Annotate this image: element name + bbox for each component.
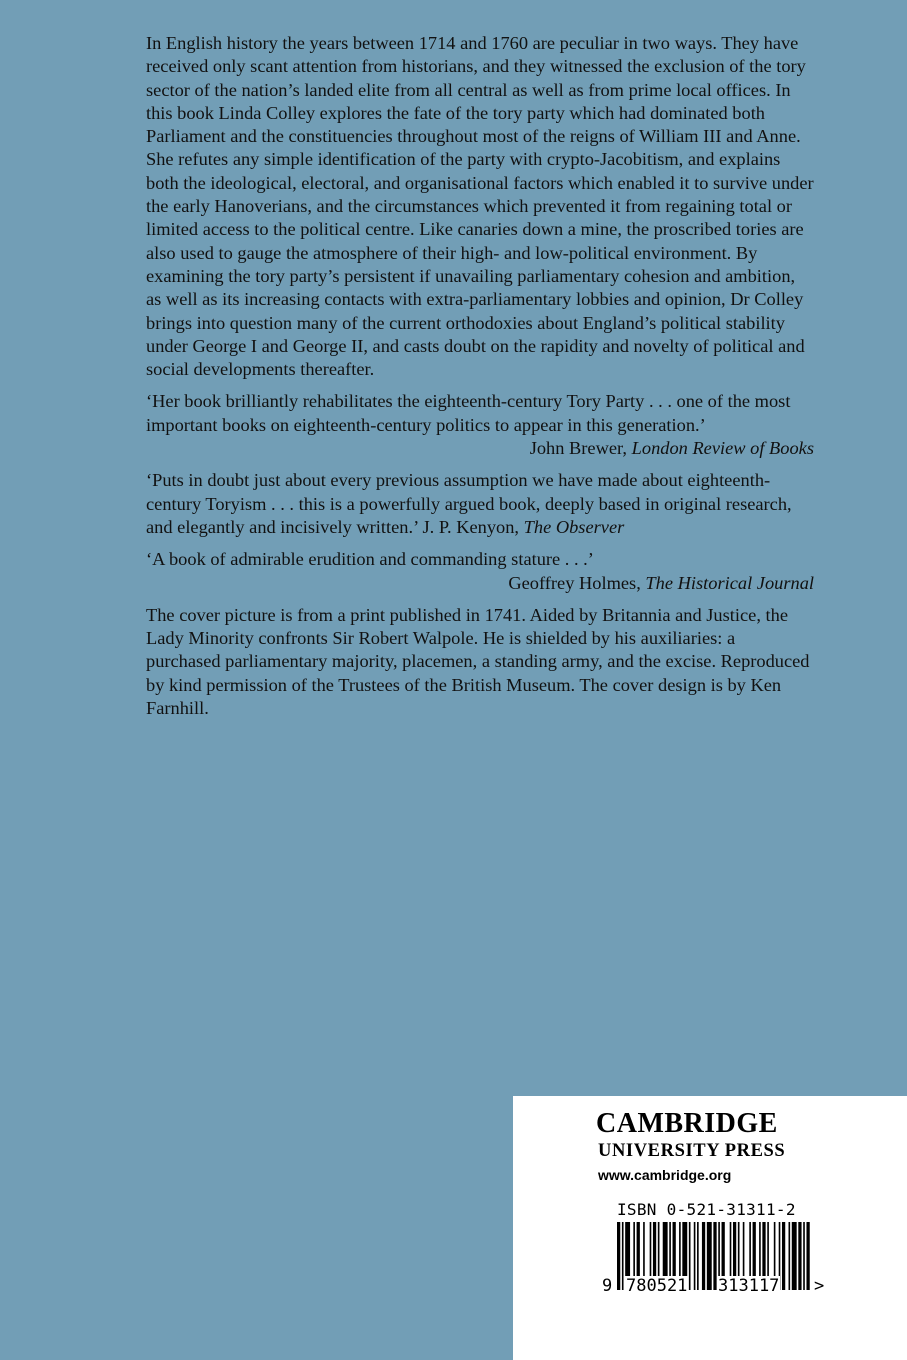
quote-author: John Brewer, xyxy=(529,438,628,459)
barcode-bar xyxy=(782,1222,785,1290)
barcode-bar xyxy=(702,1222,705,1290)
barcode-bar xyxy=(803,1222,805,1290)
review-quote-brewer xyxy=(146,390,814,460)
synopsis-paragraph: In English history the years between 1714 and 1760 are peculiar in two ways. They have received only scant attention from historians, and they witnessed the exclusion of the tory sector of the nation’s landed elite from all central as well as from prime local offices. In this book Linda Colley explores the fate of the tory party which had dominated both Parliament and the constituencies throughout most of the reigns of William III and Anne. She refutes any simple identification of the party with crypto-Jacobitism, and explains both the ideological, electoral, and organisational factors which enabled it to survive under the early Hanoverians, and the circumstances which prevented it from regaining total or limited access to the political centre. Like canaries down a mine, the proscribed tories are also used to gauge the atmosphere of their high- and low-political environment. By examining the tory party’s persistent if unavailing parliamentary cohesion and ambition, as well as its increasing contacts with extra-parliamentary lobbies and opinion, Dr Colley brings into question many of the current orthodoxies about England’s political stability under George I and George II, and casts doubt on the rapidity and novelty of political and social developments thereafter. xyxy=(146,33,814,380)
publisher-subname: UNIVERSITY PRESS xyxy=(598,1141,786,1161)
barcode-bar xyxy=(792,1222,797,1290)
barcode-lead-digit: 9 xyxy=(602,1276,613,1296)
cover-note-paragraph: The cover picture is from a print published in 1741. Aided by Britannia and Justice, the Lady Minority confronts Sir Robert Walpole. He is shielded by his auxiliaries: a purchased parliamentary majority, placemen, a standing army, and the excise. Reproduced by kind permission of the Trustees of the British Museum. The cover design is by Ken Farnhill. xyxy=(146,604,810,719)
quote-text-body: ‘Puts in doubt just about every previous assumption we have made about eighteenth-century Toryism . . . this is a powerfully argued book, deeply based in original research, and elegantly and incisively written.’ xyxy=(146,470,792,537)
quote-author: Geoffrey Holmes, xyxy=(508,572,641,593)
isbn-label: ISBN 0-521-31311-2 xyxy=(617,1200,796,1219)
back-cover-text xyxy=(146,32,814,720)
quote-source: The Observer xyxy=(523,516,625,537)
barcode-group-2: 313117 xyxy=(718,1276,780,1296)
quote-text: ‘Her book brilliantly rehabilitates the eighteenth-century Tory Party . . . one of the most important books on eighteenth-century politics to appear in this generation.’ xyxy=(146,391,791,435)
barcode-bar xyxy=(798,1222,801,1290)
review-quote-holmes xyxy=(146,548,814,595)
publisher-barcode-panel xyxy=(513,1096,907,1360)
barcode-bar xyxy=(789,1222,791,1290)
barcode-bar xyxy=(707,1222,712,1290)
quote-text xyxy=(146,469,814,539)
barcode-bar xyxy=(806,1222,809,1290)
barcode-bar xyxy=(689,1222,691,1290)
review-quote-kenyon xyxy=(146,469,814,539)
quote-attribution xyxy=(146,437,814,460)
barcode-bar xyxy=(617,1222,620,1290)
barcode-bar xyxy=(622,1222,624,1290)
publisher-name: CAMBRIDGE xyxy=(596,1108,778,1139)
quote-text: ‘A book of admirable erudition and commanding stature . . .’ xyxy=(146,549,594,570)
publisher-url: www.cambridge.org xyxy=(598,1167,732,1183)
barcode-bar xyxy=(697,1222,699,1290)
quote-source: London Review of Books xyxy=(631,438,814,459)
barcode-group-1: 780521 xyxy=(626,1276,688,1296)
barcode-end-mark: > xyxy=(814,1276,825,1296)
quote-source: The Historical Journal xyxy=(645,572,814,593)
quote-attribution xyxy=(146,572,814,595)
barcode-bar xyxy=(694,1222,696,1290)
quote-author: J. P. Kenyon, xyxy=(422,516,520,537)
